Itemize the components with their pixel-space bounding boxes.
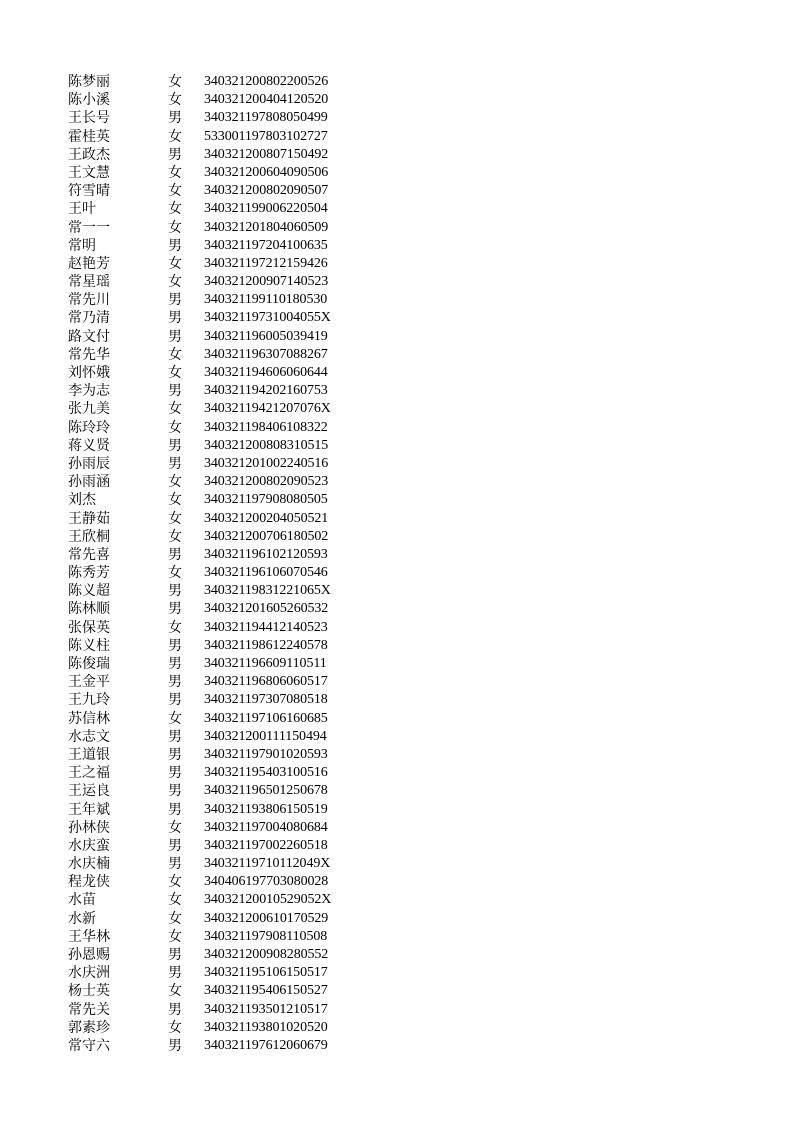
record-gender: 男: [168, 1001, 182, 1018]
record-row: [68, 473, 331, 491]
record-name: 孙雨辰: [68, 455, 110, 472]
record-id-number: 340321196106070546: [204, 565, 328, 581]
record-row: [68, 528, 331, 546]
record-name: 常先关: [68, 1001, 110, 1018]
record-row: [68, 782, 331, 800]
record-id-number: 34032119710112049X: [204, 856, 331, 872]
record-gender: 男: [168, 292, 182, 309]
record-id-number: 340321197204100635: [204, 237, 328, 253]
record-gender: 女: [168, 401, 182, 418]
record-name: 常先华: [68, 346, 110, 363]
record-row: [68, 619, 331, 637]
record-row: [68, 164, 331, 182]
record-name: 符雪晴: [68, 183, 110, 200]
record-gender: 男: [168, 110, 182, 127]
record-name: 常先川: [68, 292, 110, 309]
record-row: [68, 437, 331, 455]
record-gender: 男: [168, 437, 182, 454]
record-row: [68, 891, 331, 909]
record-gender: 女: [168, 346, 182, 363]
record-gender: 男: [168, 310, 182, 327]
record-gender: 女: [168, 1019, 182, 1036]
record-id-number: 340321197106160685: [204, 710, 328, 726]
record-row: [68, 73, 331, 91]
record-id-number: 340321200802090507: [204, 183, 329, 199]
record-id-number: 340321193501210517: [204, 1001, 328, 1017]
record-row: [68, 946, 331, 964]
record-name: 水志文: [68, 728, 110, 745]
record-row: [68, 600, 331, 618]
record-name: 王年斌: [68, 801, 110, 818]
record-id-number: 340321199110180530: [204, 292, 328, 308]
record-name: 陈俊瑞: [68, 656, 110, 672]
record-gender: 男: [168, 783, 182, 800]
record-name: 常守六: [68, 1037, 110, 1054]
record-id-number: 340321200808310515: [204, 437, 329, 453]
record-name: 水庆蛮: [68, 837, 110, 854]
record-row: [68, 673, 331, 691]
record-id-number: 340321193801020520: [204, 1019, 328, 1035]
record-name: 张保英: [68, 619, 110, 636]
record-name: 霍桂英: [68, 128, 110, 145]
record-name: 水庆楠: [68, 856, 110, 873]
record-id-number: 340321200204050521: [204, 510, 329, 526]
record-name: 王静茹: [68, 510, 110, 527]
record-name: 陈梦丽: [68, 74, 110, 90]
record-gender: 男: [168, 656, 182, 672]
record-id-number: 340321197212159426: [204, 255, 328, 271]
record-name: 刘怀娥: [68, 365, 110, 381]
record-gender: 女: [168, 183, 182, 200]
record-name: 郭素珍: [68, 1019, 110, 1036]
record-id-number: 340321194202160753: [204, 383, 328, 399]
record-id-number: 340321200802200526: [204, 74, 329, 89]
record-id-number: 340321200404120520: [204, 92, 329, 108]
record-id-number: 340321201605260532: [204, 601, 329, 617]
record-id-number: 340321196102120593: [204, 546, 328, 562]
record-name: 王政杰: [68, 146, 110, 163]
record-row: [68, 546, 331, 564]
record-id-number: 340321195106150517: [204, 965, 328, 981]
record-gender: 女: [168, 565, 182, 582]
record-name: 陈小溪: [68, 92, 110, 109]
record-id-number: 34032119831221065X: [204, 583, 331, 599]
record-name: 孙恩赐: [68, 947, 110, 963]
record-row: [68, 801, 331, 819]
record-gender: 女: [168, 928, 182, 945]
record-row: [68, 182, 331, 200]
record-id-number: 340321197002260518: [204, 837, 328, 853]
record-name: 王九玲: [68, 692, 110, 709]
record-id-number: 340321201002240516: [204, 455, 329, 471]
record-row: [68, 328, 331, 346]
record-gender: 女: [168, 74, 182, 90]
record-id-number: 340321198406108322: [204, 419, 328, 435]
record-name: 王欣桐: [68, 528, 110, 545]
record-name: 王文慧: [68, 164, 110, 181]
record-name: 常先喜: [68, 546, 110, 563]
record-row: [68, 855, 331, 873]
record-gender: 女: [168, 710, 182, 727]
record-row: [68, 382, 331, 400]
record-row: [68, 219, 331, 237]
record-gender: 女: [168, 910, 182, 927]
record-gender: 女: [168, 274, 182, 291]
record-name: 常乃清: [68, 310, 110, 327]
record-id-number: 340321200610170529: [204, 910, 329, 926]
record-gender: 女: [168, 201, 182, 218]
record-name: 刘杰: [68, 492, 96, 509]
record-id-number: 34032120010529052X: [204, 892, 332, 908]
record-name: 陈玲玲: [68, 419, 110, 436]
record-row: [68, 928, 331, 946]
record-row: [68, 510, 331, 528]
record-id-number: 340321199006220504: [204, 201, 328, 217]
record-gender: 男: [168, 947, 182, 963]
record-row: [68, 109, 331, 127]
record-row: [68, 309, 331, 327]
record-row: [68, 728, 331, 746]
record-row: [68, 1037, 331, 1055]
record-id-number: 340321197004080684: [204, 819, 328, 835]
record-row: [68, 691, 331, 709]
record-id-number: 340321196806060517: [204, 674, 328, 690]
record-id-number: 34032119421207076X: [204, 401, 331, 417]
record-row: [68, 146, 331, 164]
record-gender: 女: [168, 492, 182, 509]
record-name: 程龙侠: [68, 874, 110, 891]
record-row: [68, 419, 331, 437]
record-id-number: 340321201804060509: [204, 219, 329, 235]
record-gender: 男: [168, 237, 182, 254]
record-id-number: 340321196307088267: [204, 346, 328, 362]
record-id-number: 340321196005039419: [204, 328, 328, 344]
record-row: [68, 910, 331, 928]
record-gender: 女: [168, 619, 182, 636]
record-gender: 女: [168, 365, 182, 381]
record-gender: 女: [168, 528, 182, 545]
record-gender: 男: [168, 692, 182, 709]
record-row: [68, 873, 331, 891]
record-name: 路文付: [68, 328, 110, 345]
record-row: [68, 346, 331, 364]
record-gender: 男: [168, 1037, 182, 1054]
record-id-number: 340321195403100516: [204, 765, 328, 781]
record-row: [68, 655, 331, 673]
record-gender: 男: [168, 965, 182, 982]
record-gender: 男: [168, 455, 182, 472]
record-row: [68, 564, 331, 582]
record-row: [68, 364, 331, 382]
record-row: [68, 128, 331, 146]
record-row: [68, 837, 331, 855]
record-id-number: 340321196609110511: [204, 656, 327, 671]
record-name: 孙雨涵: [68, 474, 110, 491]
record-row: [68, 291, 331, 309]
record-gender: 男: [168, 746, 182, 763]
record-name: 赵艳芳: [68, 255, 110, 272]
record-id-number: 340321197908080505: [204, 492, 328, 508]
record-gender: 男: [168, 728, 182, 745]
record-name: 陈义柱: [68, 637, 110, 654]
record-row: [68, 91, 331, 109]
record-name: 王叶: [68, 201, 96, 218]
record-row: [68, 273, 331, 291]
record-name: 常明: [68, 237, 96, 254]
record-name: 水新: [68, 910, 96, 927]
record-id-number: 340321194606060644: [204, 365, 328, 380]
record-gender: 男: [168, 328, 182, 345]
record-gender: 女: [168, 510, 182, 527]
record-name: 王长号: [68, 110, 110, 127]
record-id-number: 340321194412140523: [204, 619, 328, 635]
record-name: 水苗: [68, 892, 96, 909]
record-gender: 女: [168, 983, 182, 1000]
record-row: [68, 582, 331, 600]
record-gender: 女: [168, 892, 182, 909]
record-gender: 男: [168, 146, 182, 163]
record-row: [68, 455, 331, 473]
record-id-number: 340321200706180502: [204, 528, 329, 544]
record-gender: 女: [168, 164, 182, 181]
record-name: 水庆洲: [68, 965, 110, 982]
record-id-number: 340406197703080028: [204, 874, 329, 890]
record-id-number: 340321200802090523: [204, 474, 329, 490]
record-name: 王华林: [68, 928, 110, 945]
record-gender: 男: [168, 546, 182, 563]
record-id-number: 340321198612240578: [204, 637, 328, 653]
record-list: [68, 73, 331, 1055]
record-name: 王道银: [68, 746, 110, 763]
record-id-number: 340321200908280552: [204, 947, 329, 962]
record-gender: 男: [168, 674, 182, 691]
record-row: [68, 710, 331, 728]
record-gender: 男: [168, 837, 182, 854]
record-gender: 女: [168, 128, 182, 145]
record-name: 常一一: [68, 219, 110, 236]
record-row: [68, 637, 331, 655]
record-id-number: 340321197307080518: [204, 692, 328, 708]
record-name: 蒋义贤: [68, 437, 110, 454]
record-id-number: 340321200907140523: [204, 274, 329, 290]
record-row: [68, 491, 331, 509]
record-gender: 男: [168, 856, 182, 873]
record-id-number: 340321196501250678: [204, 783, 328, 799]
record-id-number: 340321200807150492: [204, 146, 329, 162]
record-name: 苏信林: [68, 710, 110, 727]
record-row: [68, 746, 331, 764]
record-gender: 男: [168, 765, 182, 782]
record-gender: 男: [168, 801, 182, 818]
record-id-number: 340321200604090506: [204, 164, 329, 180]
record-name: 陈义超: [68, 583, 110, 600]
record-id-number: 34032119731004055X: [204, 310, 331, 326]
record-row: [68, 255, 331, 273]
record-gender: 女: [168, 219, 182, 236]
record-gender: 男: [168, 383, 182, 400]
record-id-number: 340321197808050499: [204, 110, 328, 126]
record-gender: 女: [168, 419, 182, 436]
record-id-number: 340321193806150519: [204, 801, 328, 817]
record-id-number: 340321197901020593: [204, 746, 328, 762]
record-name: 孙林侠: [68, 819, 110, 836]
record-name: 陈秀芳: [68, 565, 110, 582]
record-gender: 男: [168, 637, 182, 654]
record-id-number: 340321197612060679: [204, 1037, 328, 1053]
record-row: [68, 1019, 331, 1037]
record-name: 李为志: [68, 383, 110, 400]
record-row: [68, 237, 331, 255]
record-name: 杨士英: [68, 983, 110, 1000]
record-id-number: 340321200111150494: [204, 728, 327, 744]
record-name: 王金平: [68, 674, 110, 691]
record-gender: 男: [168, 583, 182, 600]
record-gender: 女: [168, 255, 182, 272]
record-gender: 女: [168, 819, 182, 836]
record-row: [68, 982, 331, 1000]
record-name: 常星瑶: [68, 274, 110, 291]
record-name: 王之福: [68, 765, 110, 782]
record-gender: 女: [168, 874, 182, 891]
record-name: 王运良: [68, 783, 110, 800]
record-gender: 女: [168, 92, 182, 109]
record-row: [68, 400, 331, 418]
record-row: [68, 764, 331, 782]
record-row: [68, 819, 331, 837]
record-gender: 女: [168, 474, 182, 491]
record-id-number: 340321197908110508: [204, 928, 328, 944]
record-row: [68, 964, 331, 982]
record-gender: 男: [168, 601, 182, 618]
record-row: [68, 1001, 331, 1019]
record-name: 张九美: [68, 401, 110, 418]
record-row: [68, 200, 331, 218]
record-id-number: 533001197803102727: [204, 128, 328, 144]
record-id-number: 340321195406150527: [204, 983, 328, 999]
record-name: 陈林顺: [68, 601, 110, 618]
